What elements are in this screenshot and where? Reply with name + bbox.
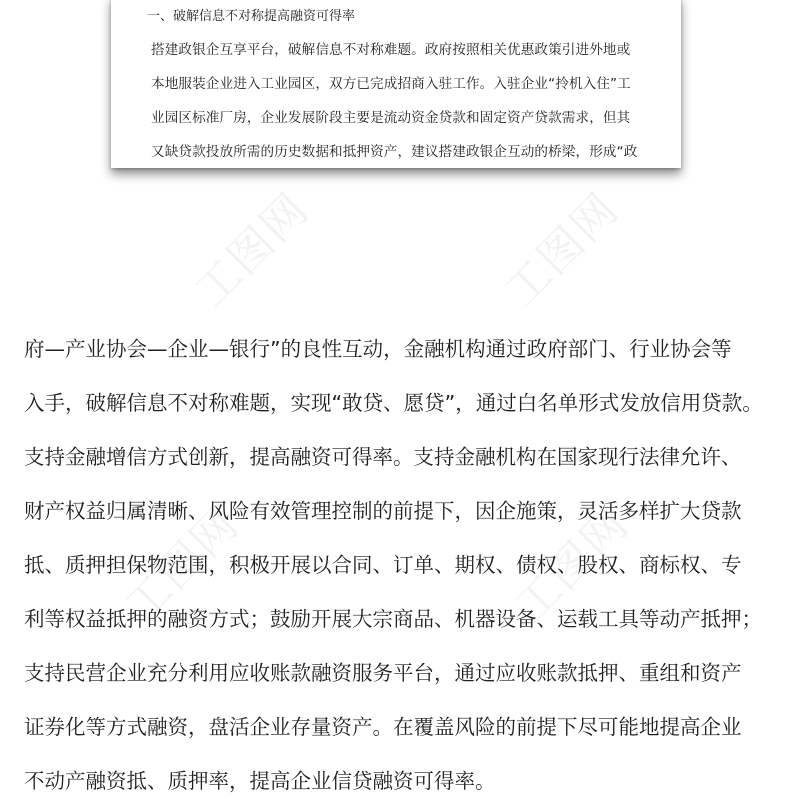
- body-text-line: 财产权益归属清晰、风险有效管理控制的前提下，因企施策，灵活多样扩大贷款: [24, 499, 742, 523]
- body-text-line: 利等权益抵押的融资方式；鼓励开展大宗商品、机器设备、运载工具等动产抵押；: [24, 607, 762, 631]
- watermark: 工图网: [495, 183, 630, 318]
- body-text: [24, 322, 794, 800]
- body-text-line: 入手，破解信息不对称难题，实现“敢贷、愿贷”，通过白名单形式发放信用贷款。: [24, 391, 763, 415]
- document-preview-card: [111, 0, 681, 168]
- card-section-heading: 一、破解信息不对称提高融资可得率: [147, 9, 356, 24]
- card-text-line: 又缺贷款投放所需的历史数据和抵押资产，建议搭建政银企互动的桥梁，形成“政: [151, 144, 638, 160]
- card-text-line: 本地服装企业进入工业园区，双方已完成招商入驻工作。入驻企业“拎机入住”工: [151, 76, 631, 92]
- card-text-line: 业园区标准厂房，企业发展阶段主要是流动资金贷款和固定资产贷款需求，但其: [151, 110, 631, 126]
- body-text-line: 不动产融资抵、质押率，提高企业信贷融资可得率。: [24, 769, 496, 793]
- body-text-line: 支持民营企业充分利用应收账款融资服务平台，通过应收账款抵押、重组和资产: [24, 661, 742, 685]
- body-text-line: 证券化等方式融资，盘活企业存量资产。在覆盖风险的前提下尽可能地提高企业: [24, 715, 742, 739]
- watermark: 工图网: [115, 498, 250, 633]
- watermark: 工图网: [505, 498, 640, 633]
- card-text-line: 搭建政银企互享平台，破解信息不对称难题。政府按照相关优惠政策引进外地或: [151, 42, 631, 58]
- watermark: 工图网: [185, 183, 320, 318]
- body-text-line: 抵、质押担保物范围，积极开展以合同、订单、期权、债权、股权、商标权、专: [24, 553, 742, 577]
- body-text-line: 府—产业协会—企业—银行”的良性互动，金融机构通过政府部门、行业协会等: [24, 337, 732, 361]
- body-text-line: 支持金融增信方式创新，提高融资可得率。支持金融机构在国家现行法律允许、: [24, 445, 742, 469]
